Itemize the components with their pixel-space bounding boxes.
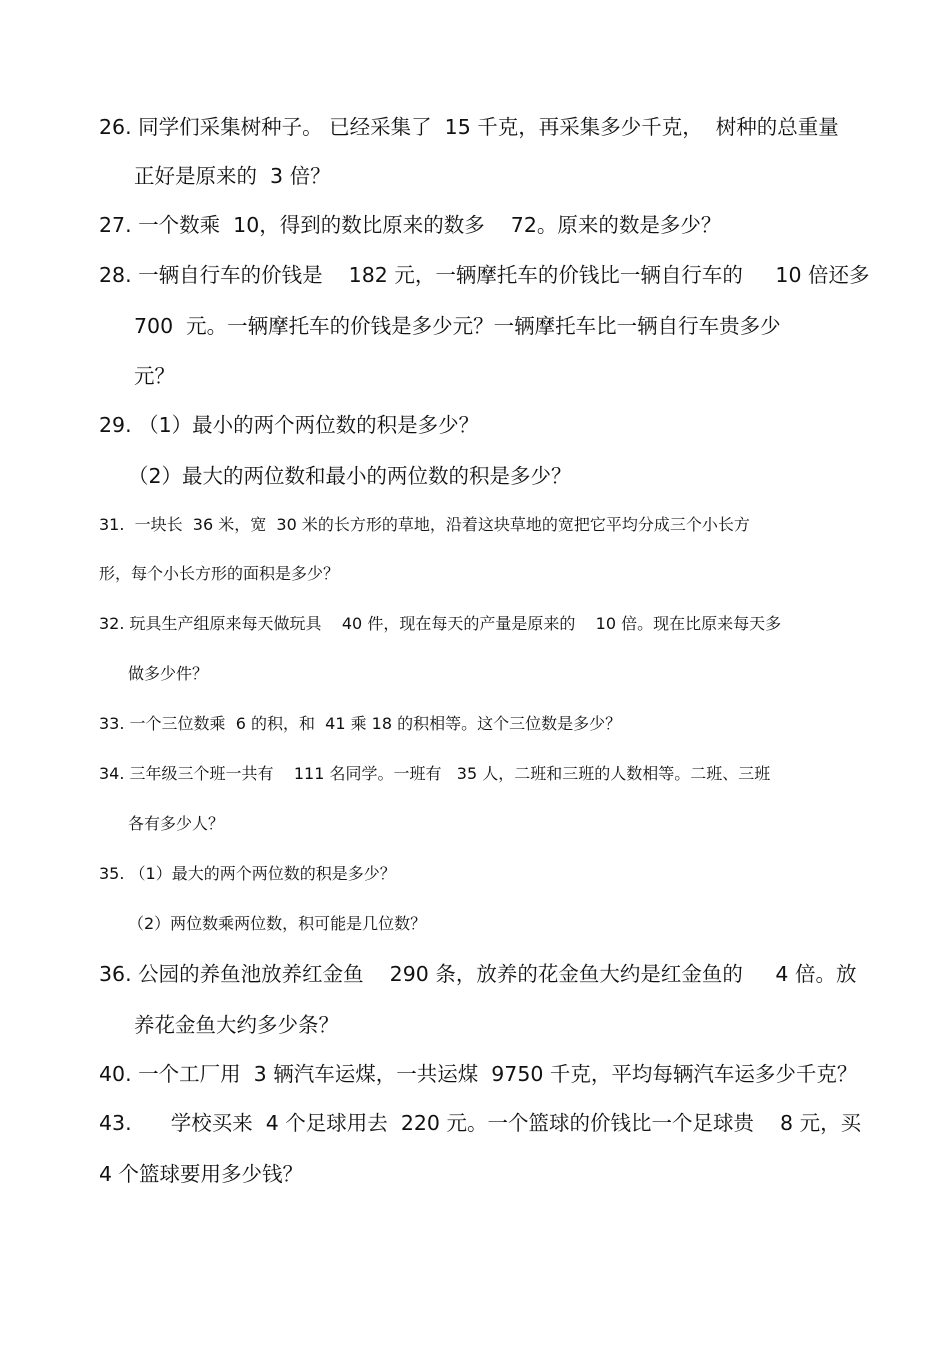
problem-33-line-1: 33. 一个三位数乘 6 的积，和 41 乘 18 的积相等。这个三位数是多少？: [99, 714, 622, 733]
problem-35-line-2: （2）两位数乘两位数，积可能是几位数？: [128, 914, 427, 933]
problem-32-line-1: 32. 玩具生产组原来每天做玩具 40 件，现在每天的产量是原来的 10 倍。现在比原来每天多: [99, 614, 782, 633]
problem-29-line-2: （2）最大的两位数和最小的两位数的积是多少？: [128, 464, 572, 488]
problem-34-line-1: 34. 三年级三个班一共有 111 名同学。一班有 35 人，二班和三班的人数相等。二班、三班: [99, 764, 771, 783]
problem-28-line-1: 28. 一辆自行车的价钱是 182 元，一辆摩托车的价钱比一辆自行车的 10 倍还多: [99, 263, 870, 287]
problem-27-line-1: 27. 一个数乘 10，得到的数比原来的数多 72。原来的数是多少？: [99, 213, 722, 237]
problem-26-line-2: 正好是原来的 3 倍？: [134, 164, 331, 188]
problem-35-line-1: 35. （1）最大的两个两位数的积是多少？: [99, 864, 396, 883]
problem-32-line-2: 做多少件？: [128, 664, 209, 683]
problem-28-line-3: 元？: [134, 364, 175, 388]
problem-43-line-2: 4 个篮球要用多少钱？: [99, 1162, 304, 1186]
problem-29-line-1: 29. （1）最小的两个两位数的积是多少？: [99, 413, 480, 437]
problem-26-line-1: 26. 同学们采集树种子。 已经采集了 15 千克，再采集多少千克， 树种的总重量: [99, 115, 839, 139]
problem-31-line-1: 31. 一块长 36 米，宽 30 米的长方形的草地，沿着这块草地的宽把它平均分成三个小长方: [99, 515, 750, 534]
problem-28-line-2: 700 元。一辆摩托车的价钱是多少元？一辆摩托车比一辆自行车贵多少: [134, 314, 781, 338]
problem-43-line-1: 43. 学校买来 4 个足球用去 220 元。一个篮球的价钱比一个足球贵 8 元，买: [99, 1111, 862, 1135]
problem-40-line-1: 40. 一个工厂用 3 辆汽车运煤，一共运煤 9750 千克，平均每辆汽车运多少千克？: [99, 1062, 858, 1086]
problem-34-line-2: 各有多少人？: [128, 814, 225, 833]
problem-31-line-2: 形，每个小长方形的面积是多少？: [99, 564, 340, 583]
problem-36-line-2: 养花金鱼大约多少条？: [134, 1013, 339, 1037]
problem-36-line-1: 36. 公园的养鱼池放养红金鱼 290 条，放养的花金鱼大约是红金鱼的 4 倍。放: [99, 962, 857, 986]
